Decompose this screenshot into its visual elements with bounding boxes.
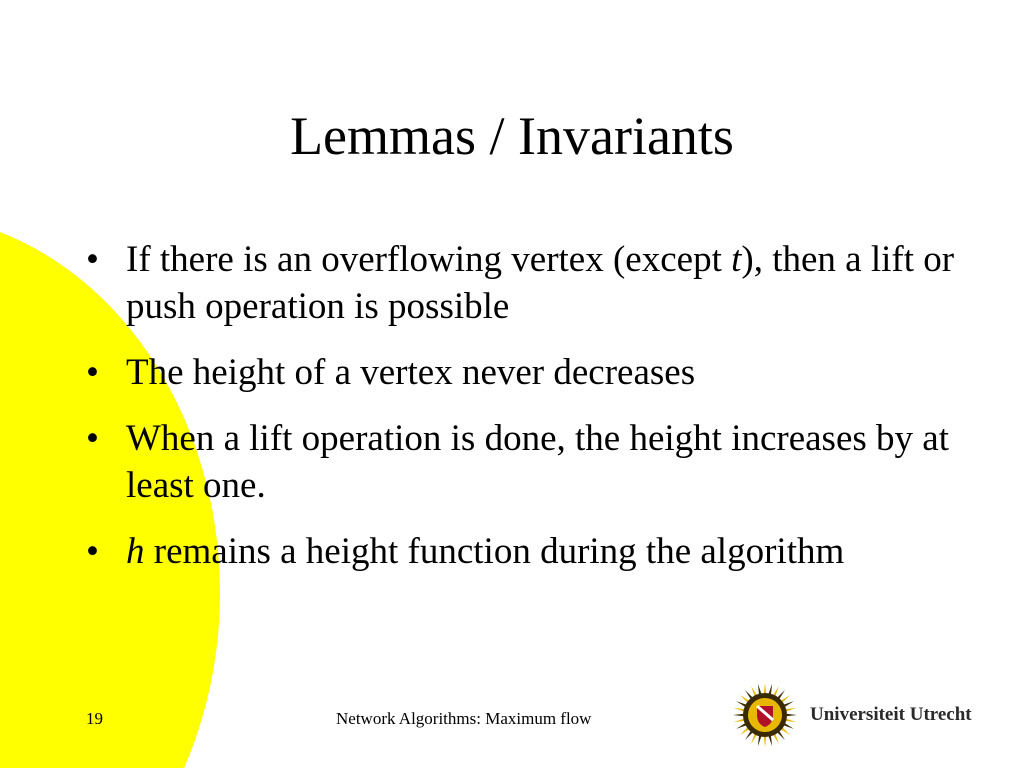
slide-number: 19 — [86, 709, 103, 728]
bullet-item — [86, 236, 966, 330]
bullet-text-italic: t — [731, 239, 742, 280]
bullet-item — [86, 415, 966, 509]
bullet-item — [86, 528, 966, 575]
bullet-list — [86, 236, 966, 594]
bullet-text-part: If there is an overflowing vertex (except — [126, 239, 732, 280]
bullet-dot: • — [86, 239, 99, 280]
bullet-item — [86, 349, 966, 396]
bullet-text-part: ), then a lift or push operation is possible — [126, 239, 955, 327]
bullet-dot: • — [86, 531, 99, 572]
bullet-text-italic: h — [126, 531, 145, 572]
bullet-text-part: remains a height function during the algorithm — [144, 531, 845, 572]
bullet-dot: • — [86, 418, 99, 459]
bullet-dot: • — [86, 352, 99, 393]
footer-course-title: Network Algorithms: Maximum flow — [336, 709, 592, 728]
bullet-text: The height of a vertex never decreases — [126, 352, 696, 393]
university-seal-icon — [732, 682, 798, 748]
bullet-text: When a lift operation is done, the height increases by at least one. — [126, 418, 949, 506]
university-name: Universiteit Utrecht — [810, 704, 972, 725]
slide-title: Lemmas / Invariants — [290, 106, 734, 166]
